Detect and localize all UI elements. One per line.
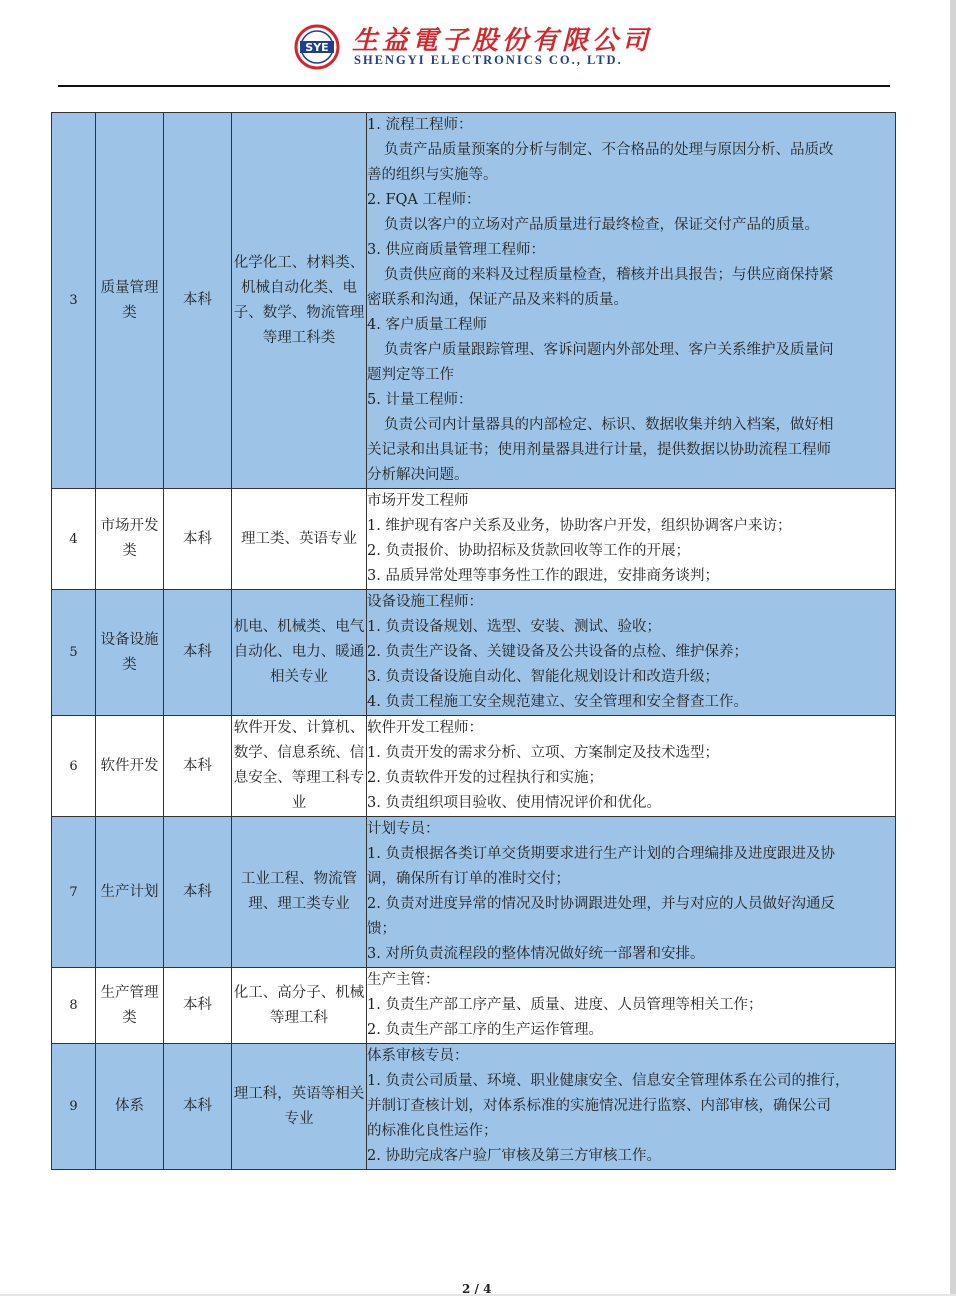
row-number: 4 xyxy=(52,489,96,590)
description-line: 2. 负责对进度异常的情况及时协调跟进处理，并与对应的人员做好沟通反 xyxy=(367,896,835,912)
description-line: 3. 供应商质量管理工程师： xyxy=(367,242,545,258)
degree-requirement: 本科 xyxy=(164,968,232,1044)
job-description xyxy=(367,817,896,968)
description-line: 2. 负责生产部工序的生产运作管理。 xyxy=(367,1022,603,1038)
header-divider xyxy=(58,85,890,87)
job-description xyxy=(367,968,896,1044)
description-line: 并制订查核计划，对体系标准的实施情况进行监察、内部审核，确保公司 xyxy=(367,1098,831,1114)
description-line: 善的组织与实施等。 xyxy=(367,167,498,183)
table-row xyxy=(52,113,896,489)
job-category: 生产计划 xyxy=(96,817,164,968)
description-line: 2. 负责软件开发的过程执行和实施； xyxy=(367,770,603,786)
major-requirement: 化工、高分子、机械等理工科 xyxy=(232,968,367,1044)
major-requirement: 工业工程、物流管理、理工类专业 xyxy=(232,817,367,968)
description-line: 3. 品质异常处理等事务性工作的跟进，安排商务谈判； xyxy=(367,568,719,584)
description-line: 1. 负责开发的需求分析、立项、方案制定及技术选型； xyxy=(367,745,719,761)
description-line: 3. 对所负责流程段的整体情况做好统一部署和安排。 xyxy=(367,946,705,962)
description-line: 关记录和出具证书；使用剂量器具进行计量，提供数据以协助流程工程师 xyxy=(367,442,831,458)
company-logo-icon xyxy=(294,24,340,70)
description-line: 体系审核专员： xyxy=(367,1048,469,1064)
description-line: 1. 流程工程师： xyxy=(367,117,473,133)
company-name-en: SHENGYI ELECTRONICS CO., LTD. xyxy=(354,53,623,67)
description-line: 1. 负责生产部工序产量、质量、进度、人员管理等相关工作； xyxy=(367,997,763,1013)
major-requirement: 理工类、英语专业 xyxy=(232,489,367,590)
row-number: 5 xyxy=(52,590,96,716)
description-line: 负责客户质量跟踪管理、客诉问题内外部处理、客户关系维护及质量问 xyxy=(384,342,834,358)
degree-requirement: 本科 xyxy=(164,489,232,590)
job-description xyxy=(367,113,896,489)
description-line: 计划专员： xyxy=(367,821,440,837)
row-number: 7 xyxy=(52,817,96,968)
description-line: 负责公司内计量器具的内部检定、标识、数据收集并纳入档案，做好相 xyxy=(384,417,834,433)
degree-requirement: 本科 xyxy=(164,817,232,968)
description-line: 设备设施工程师： xyxy=(367,594,483,610)
major-requirement: 软件开发、计算机、数学、信息系统、信息安全、等理工科专业 xyxy=(232,716,367,817)
description-line: 1. 负责设备规划、选型、安装、测试、验收； xyxy=(367,619,661,635)
job-category: 质量管理类 xyxy=(96,113,164,489)
job-requirements-table xyxy=(51,112,896,1170)
row-number: 9 xyxy=(52,1044,96,1170)
job-description xyxy=(367,590,896,716)
description-line: 4. 负责工程施工安全规范建立、安全管理和安全督查工作。 xyxy=(367,694,748,710)
major-requirement: 机电、机械类、电气自动化、电力、暖通相关专业 xyxy=(232,590,367,716)
description-line: 2. 负责生产设备、关键设备及公共设备的点检、维护保养； xyxy=(367,644,748,660)
description-line: 题判定等工作 xyxy=(367,367,454,383)
description-line: 市场开发工程师 xyxy=(367,493,469,509)
description-line: 1. 负责根据各类订单交货期要求进行生产计划的合理编排及进度跟进及协 xyxy=(367,846,835,862)
major-requirement: 理工科，英语等相关专业 xyxy=(232,1044,367,1170)
job-category: 设备设施类 xyxy=(96,590,164,716)
table-row xyxy=(52,968,896,1044)
degree-requirement: 本科 xyxy=(164,716,232,817)
table-row xyxy=(52,590,896,716)
job-category: 生产管理类 xyxy=(96,968,164,1044)
description-line: 4. 客户质量工程师 xyxy=(367,317,487,333)
major-requirement: 化学化工、材料类、机械自动化类、电子、数学、物流管理等理工科类 xyxy=(232,113,367,489)
description-line: 软件开发工程师： xyxy=(367,720,483,736)
table-row xyxy=(52,716,896,817)
description-line: 负责以客户的立场对产品质量进行最终检查，保证交付产品的质量。 xyxy=(384,217,819,233)
job-description xyxy=(367,1044,896,1170)
letterhead xyxy=(0,14,950,74)
job-category: 体系 xyxy=(96,1044,164,1170)
job-description xyxy=(367,716,896,817)
table-row xyxy=(52,1044,896,1170)
description-line: 馈； xyxy=(367,921,396,937)
description-line: 负责产品质量预案的分析与制定、不合格品的处理与原因分析、品质改 xyxy=(384,142,834,158)
description-line: 2. 负责报价、协助招标及货款回收等工作的开展； xyxy=(367,543,690,559)
description-line: 的标准化良性运作； xyxy=(367,1123,498,1139)
description-line: 密联系和沟通，保证产品及来料的质量。 xyxy=(367,292,628,308)
degree-requirement: 本科 xyxy=(164,590,232,716)
description-line: 2. 协助完成客户验厂审核及第三方审核工作。 xyxy=(367,1148,661,1164)
description-line: 2. FQA 工程师： xyxy=(367,192,481,208)
scrollbar[interactable] xyxy=(950,0,956,1294)
row-number: 6 xyxy=(52,716,96,817)
description-line: 负责供应商的来料及过程质量检查，稽核并出具报告；与供应商保持紧 xyxy=(384,267,834,283)
job-description xyxy=(367,489,896,590)
page-number: 2 / 4 xyxy=(462,1282,492,1296)
degree-requirement: 本科 xyxy=(164,113,232,489)
description-line: 生产主管： xyxy=(367,972,440,988)
description-line: 3. 负责组织项目验收、使用情况评价和优化。 xyxy=(367,795,661,811)
description-line: 分析解决问题。 xyxy=(367,467,469,483)
degree-requirement: 本科 xyxy=(164,1044,232,1170)
description-line: 3. 负责设备设施自动化、智能化规划设计和改造升级； xyxy=(367,669,719,685)
row-number: 8 xyxy=(52,968,96,1044)
table-row xyxy=(52,489,896,590)
job-category: 市场开发类 xyxy=(96,489,164,590)
row-number: 3 xyxy=(52,113,96,489)
company-name-cn: 生益電子股份有限公司 xyxy=(352,26,653,56)
description-line: 调，确保所有订单的准时交付； xyxy=(367,871,570,887)
description-line: 5. 计量工程师： xyxy=(367,392,473,408)
table-row xyxy=(52,817,896,968)
logo-emblem-text: SYE xyxy=(305,41,329,54)
job-category: 软件开发 xyxy=(96,716,164,817)
description-line: 1. 负责公司质量、环境、职业健康安全、信息安全管理体系在公司的推行， xyxy=(367,1073,850,1089)
description-line: 1. 维护现有客户关系及业务，协助客户开发，组织协调客户来访； xyxy=(367,518,792,534)
